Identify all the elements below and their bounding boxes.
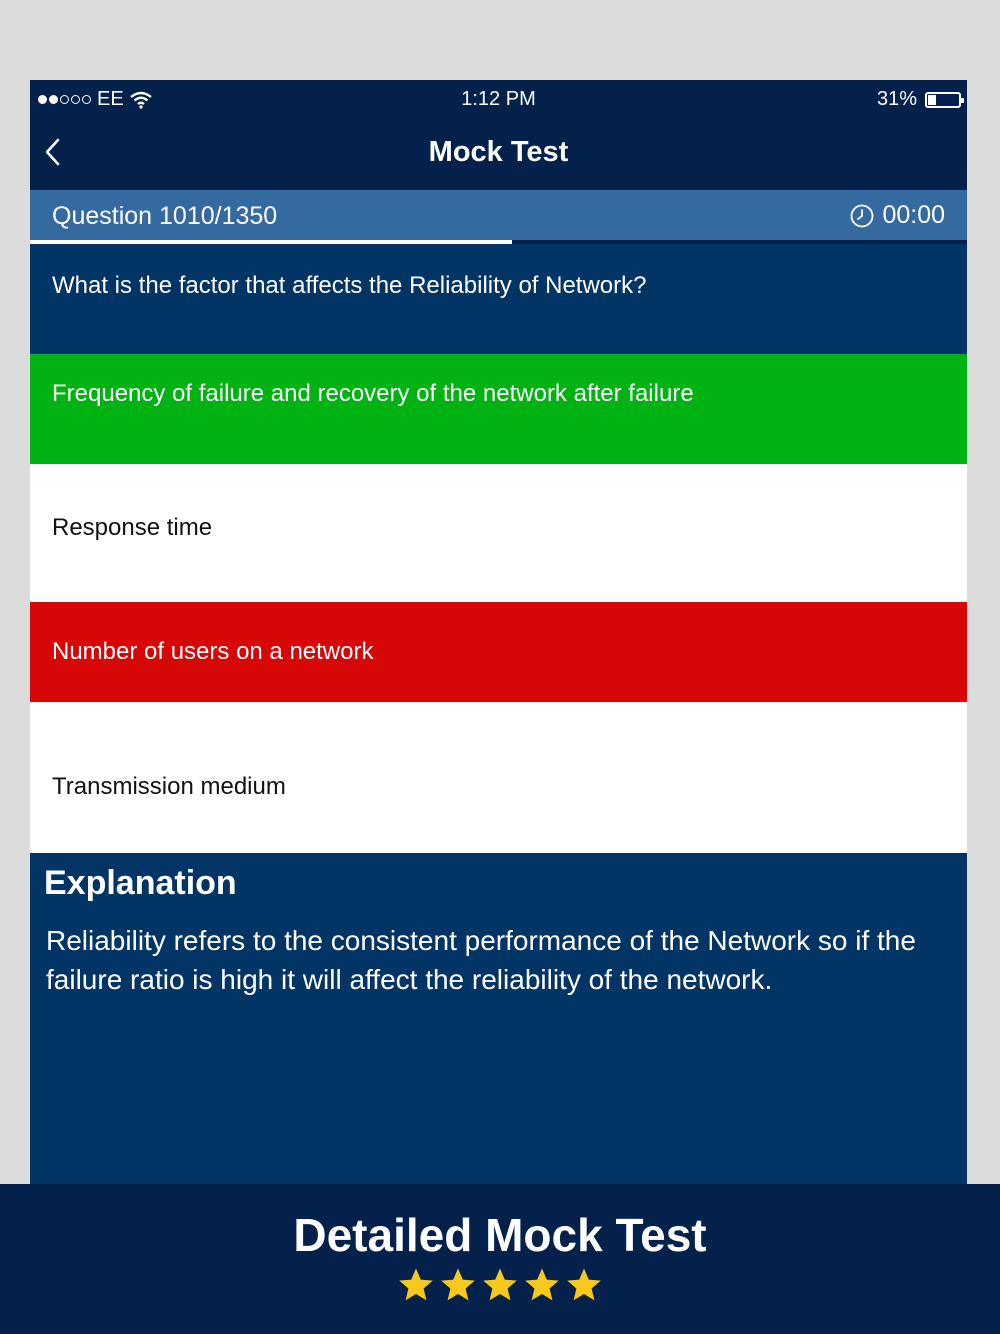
question-text (30, 244, 967, 354)
question-label: What is the factor that affects the Reliability of Network? (52, 272, 647, 299)
answer-option-label: Response time (52, 514, 213, 541)
star-icon (397, 1266, 435, 1304)
answer-option-label: Frequency of failure and recovery of the network after failure (52, 380, 694, 407)
question-counter: Question 1010/1350 (52, 202, 278, 230)
star-icon (481, 1266, 519, 1304)
explanation-panel (30, 853, 967, 1184)
battery-level (928, 95, 936, 105)
page-title: Mock Test (428, 136, 569, 168)
explanation-text: Reliability refers to the consistent performance of the Network so if the failure ratio is high it will affect the reliability of the network. (46, 925, 916, 995)
app-screen (30, 80, 967, 1184)
promo-banner (0, 1184, 1000, 1334)
answer-option-label: Transmission medium (52, 773, 286, 800)
banner-title: Detailed Mock Test (293, 1209, 707, 1261)
answer-option-correct[interactable] (30, 354, 967, 464)
star-icon (439, 1266, 477, 1304)
battery-icon (925, 92, 961, 108)
status-bar (30, 80, 967, 118)
clock-icon (850, 204, 874, 228)
answer-option[interactable] (30, 702, 967, 853)
star-rating (0, 1266, 1000, 1304)
status-time: 1:12 PM (461, 88, 536, 110)
star-icon (523, 1266, 561, 1304)
battery-percent: 31% (876, 88, 917, 110)
explanation-title: Explanation (44, 864, 237, 902)
answer-option-wrong[interactable] (30, 602, 967, 702)
answer-option[interactable] (30, 464, 967, 602)
star-icon (565, 1266, 603, 1304)
answer-option-label: Number of users on a network (52, 638, 374, 665)
timer (850, 201, 945, 230)
timer-value: 00:00 (882, 201, 945, 229)
navigation-bar (30, 118, 967, 190)
status-right (877, 88, 961, 111)
question-header (30, 190, 967, 240)
carrier-name: EE (97, 88, 124, 110)
